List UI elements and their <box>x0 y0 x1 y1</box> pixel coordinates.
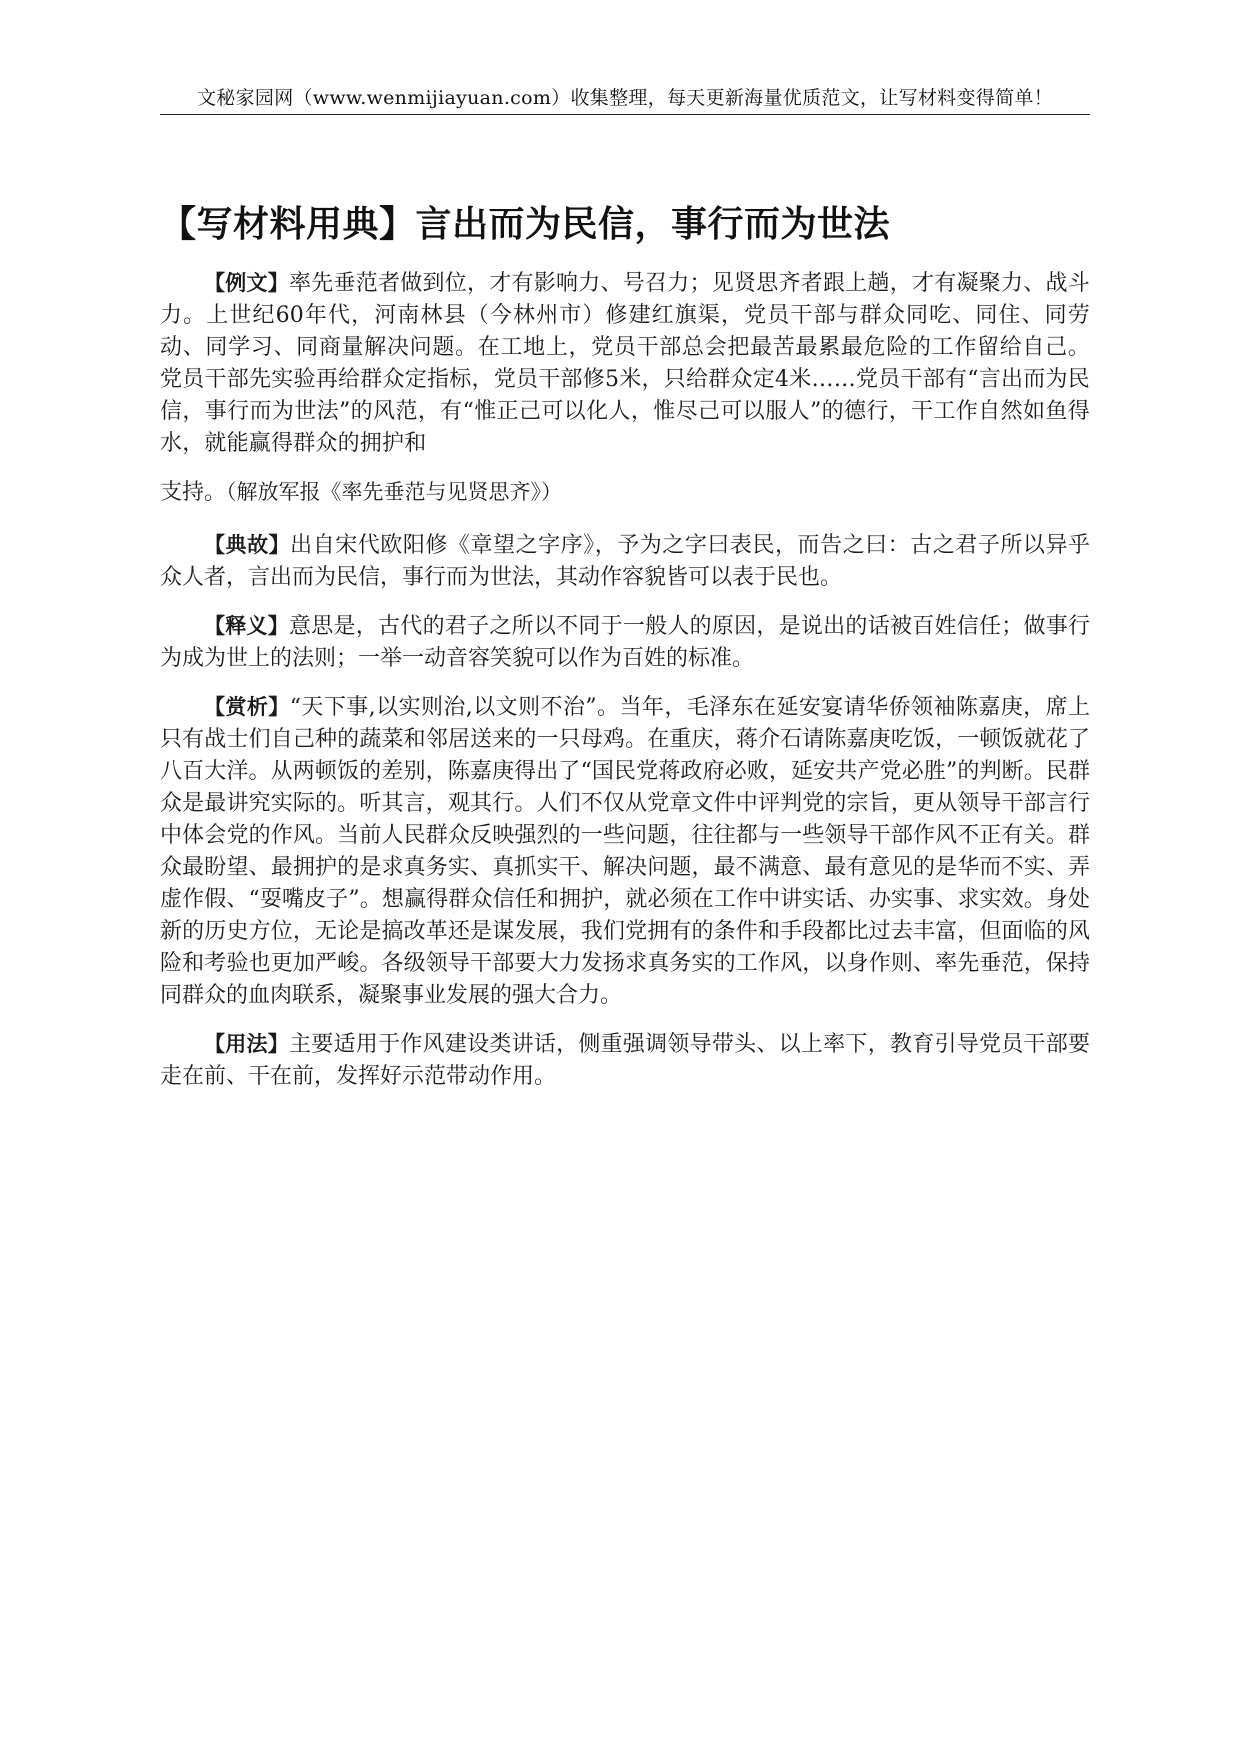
example-tag: 【例文】 <box>204 271 290 295</box>
analysis-text: “天下事,以实则治,以文则不治”。当年，毛泽东在延安宴请华侨领袖陈嘉庚，席上只有战士们自己种的蔬菜和邻居送来的一只母鸡。在重庆，蒋介石请陈嘉庚吃饭，一顿饭就花了八百大洋。从两顿饭的差别，陈嘉庚得出了“国民党蒋政府必败，延安共产党必胜”的判断。民群众是最讲究实际的。听其言，观其行。人们不仅从党章文件中评判党的宗旨，更从领导干部言行中体会党的作风。当前人民群众反映强烈的一些问题，往往都与一些领导干部作风不正有关。群众最盼望、最拥护的是求真务实、真抓实干、解决问题，最不满意、最有意见的是华而不实、弄虚作假、“耍嘴皮子”。想赢得群众信任和拥护，就必须在工作中讲实话、办实事、求实效。身处新的历史方位，无论是搞改革还是谋发展，我们党拥有的条件和手段都比过去丰富，但面临的风险和考验也更加严峻。各级领导干部要大力发扬求真务实的工作风，以身作则、率先垂范，保持同群众的血肉联系，凝聚事业发展的强大合力。 <box>160 695 1091 1008</box>
example-text-end: 支持。 <box>160 480 227 505</box>
document-body <box>160 267 1090 1093</box>
origin-tag: 【典故】 <box>204 533 291 557</box>
meaning-tag: 【释义】 <box>204 614 290 638</box>
meaning-paragraph <box>160 610 1090 675</box>
origin-paragraph <box>160 529 1090 594</box>
meaning-text: 意思是，古代的君子之所以不同于一般人的原因，是说出的话被百姓信任；做事行为成为世上的法则；一举一动音容笑貌可以作为百姓的标准。 <box>160 614 1090 671</box>
document-title: 【写材料用典】言出而为民信，事行而为世法 <box>160 204 891 245</box>
example-paragraph <box>160 267 1090 460</box>
usage-text: 主要适用于作风建设类讲话，侧重强调领导带头、以上率下，教育引导党员干部要走在前、干在前，发挥好示范带动作用。 <box>160 1032 1090 1089</box>
analysis-paragraph <box>160 691 1090 1012</box>
example-text: 率先垂范者做到位，才有影响力、号召力；见贤思齐者跟上趟，才有凝聚力、战斗力。上世纪60年代，河南林县（今林州市）修建红旗渠，党员干部与群众同吃、同住、同劳动、同学习、同商量解决问题。在工地上，党员干部总会把最苦最累最危险的工作留给自己。党员干部先实验再给群众定指标，党员干部修5米，只给群众定4米……党员干部有“言出而为民信，事行而为世法”的风范，有“惟正己可以化人，惟尽己可以服人”的德行，干工作自然如鱼得水，就能赢得群众的拥护和 <box>160 271 1090 456</box>
usage-paragraph <box>160 1028 1090 1093</box>
origin-text: 出自宋代欧阳修《章望之字序》，予为之字曰表民，而告之曰：古之君子所以异乎众人者，言出而为民信，事行而为世法，其动作容貌皆可以表于民也。 <box>160 533 1090 590</box>
usage-tag: 【用法】 <box>204 1032 290 1056</box>
example-paragraph-end <box>160 476 1090 509</box>
analysis-tag: 【赏析】 <box>204 695 290 719</box>
example-source: （解放军报《率先垂范与见贤思齐》） <box>226 480 563 504</box>
page-header: 文秘家园网（www.wenmijiayuan.com）收集整理，每天更新海量优质范文，让写材料变得简单！ <box>160 84 1090 115</box>
